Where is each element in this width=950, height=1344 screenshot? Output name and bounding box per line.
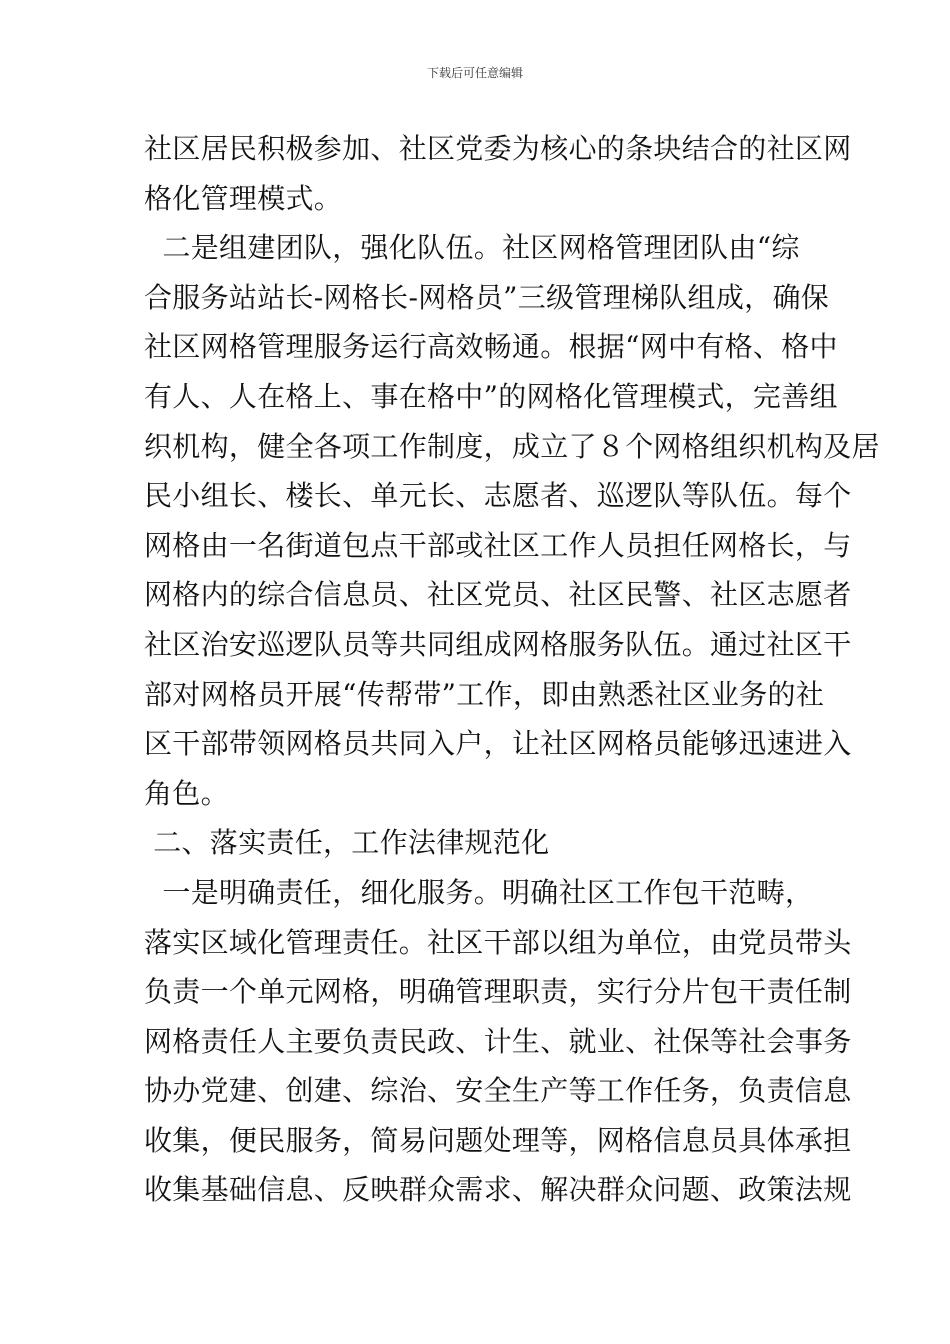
text-line: 合服务站站长-网格长-网格员”三级管理梯队组成，确保: [144, 280, 830, 314]
text-line: 二是组建团队，强化队伍。社区网格管理团队由“综: [144, 231, 800, 265]
text-line: 网格内的综合信息员、社区党员、社区民警、社区志愿者: [144, 578, 852, 612]
text-line: 负责一个单元网格，明确管理职责，实行分片包干责任制: [144, 975, 852, 1009]
section-heading: 二、落实责任，工作法律规范化: [144, 826, 550, 860]
text-line: 部对网格员开展“传帮带”工作，即由熟悉社区业务的社: [144, 677, 825, 711]
text-line: 有人、人在格上、事在格中”的网格化管理模式，完善组: [144, 379, 838, 413]
text-line: 社区治安巡逻队员等共同组成网格服务队伍。通过社区干: [144, 627, 852, 661]
text-line: 落实区域化管理责任。社区干部以组为单位，由党员带头: [144, 925, 852, 959]
text-line: 角色。: [144, 776, 229, 810]
page-header-note: 下载后可任意编辑: [426, 66, 523, 80]
text-line: 社区居民积极参加、社区党委为核心的条块结合的社区网: [144, 132, 852, 165]
text-line: 收集，便民服务，简易问题处理等，网格信息员具体承担: [144, 1123, 852, 1157]
text-line: 织机构，健全各项工作制度，成立了８个网格组织机构及居: [144, 429, 880, 463]
text-line: 网格由一名街道包点干部或社区工作人员担任网格长，与: [144, 528, 852, 562]
body-text: [144, 124, 880, 1215]
text-line: 网格责任人主要负责民政、计生、就业、社保等社会事务: [144, 1024, 852, 1058]
text-line: 一是明确责任，细化服务。明确社区工作包干范畴，: [144, 875, 814, 909]
text-line: 协办党建、创建、综治、安全生产等工作任务，负责信息: [144, 1074, 852, 1108]
text-line: 区干部带领网格员共同入户，让社区网格员能够迅速进入: [144, 727, 852, 761]
text-line: 收集基础信息、反映群众需求、解决群众问题、政策法规: [144, 1173, 852, 1207]
text-line: 社区网格管理服务运行高效畅通。根据“网中有格、格中: [144, 330, 838, 364]
text-line: 格化管理模式。: [144, 181, 343, 215]
text-line: 民小组长、楼长、单元长、志愿者、巡逻队等队伍。每个: [144, 479, 852, 513]
